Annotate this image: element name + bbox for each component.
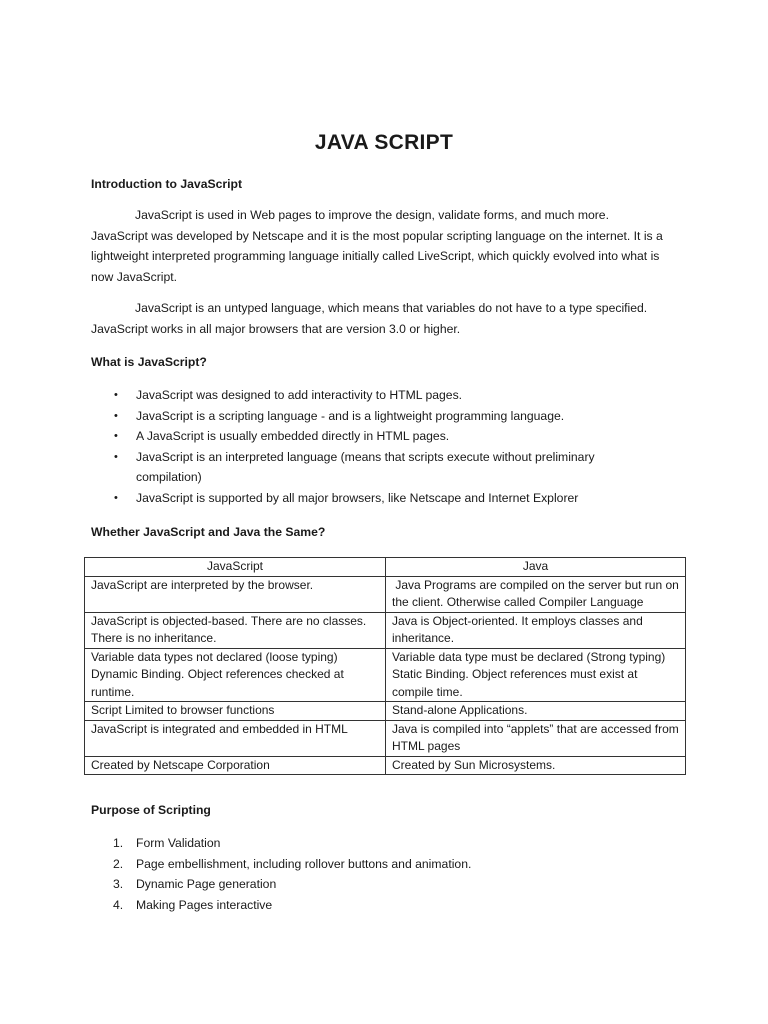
- intro-paragraph-2: [91, 298, 681, 339]
- table-cell: Variable data types not declared (loose typing) Dynamic Binding. Object references checked at runtime.: [85, 648, 386, 702]
- table-cell: Created by Sun Microsystems.: [386, 756, 686, 775]
- table-cell: Java is compiled into “applets” that are accessed from HTML pages: [386, 720, 686, 756]
- table-cell: Variable data type must be declared (Strong typing) Static Binding. Object references must exist at compile time.: [386, 648, 686, 702]
- what-bullet-list: [91, 385, 651, 508]
- table-row: [85, 702, 686, 721]
- what-heading: What is JavaScript?: [91, 355, 207, 369]
- intro-heading: Introduction to JavaScript: [91, 177, 243, 191]
- list-number: 2.: [113, 856, 124, 871]
- bullet-icon: •: [114, 430, 118, 442]
- table-cell: Stand-alone Applications.: [386, 702, 686, 721]
- bullet-icon: •: [114, 409, 118, 422]
- comparison-table: [84, 557, 686, 775]
- column-header: JavaScript: [85, 558, 386, 577]
- list-item: • A JavaScript is usually embedded directly in HTML pages.: [91, 426, 651, 447]
- table-cell: Created by Netscape Corporation: [85, 756, 386, 775]
- compare-heading: Whether JavaScript and Java the Same?: [91, 525, 326, 539]
- column-header: Java: [386, 558, 686, 577]
- list-item: • JavaScript is an interpreted language (means that scripts execute without preliminary compilation): [91, 447, 651, 488]
- table-header-row: [85, 558, 686, 577]
- table-cell: JavaScript is integrated and embedded in HTML: [85, 720, 386, 756]
- list-item: 3. Dynamic Page generation: [91, 874, 651, 895]
- list-item: • JavaScript is a scripting language - and is a lightweight programming language.: [91, 406, 651, 427]
- intro-paragraph-1-indent: JavaScript is used in Web pages to improve the design, validate forms, and much more.: [135, 208, 609, 222]
- table-cell: Java Programs are compiled on the server but run on the client. Otherwise called Compiler Language: [386, 576, 686, 612]
- page-title: JAVA SCRIPT: [314, 131, 454, 154]
- list-item: 2. Page embellishment, including rollover buttons and animation.: [91, 854, 651, 875]
- list-item: • JavaScript was designed to add interactivity to HTML pages.: [91, 385, 651, 406]
- list-number: 4.: [113, 897, 124, 912]
- bullet-icon: •: [114, 450, 118, 463]
- intro-paragraph-2-indent: JavaScript is an untyped language, which means that variables do not have to a type specified.: [135, 301, 648, 315]
- table-row: [85, 612, 686, 648]
- intro-paragraph-2-rest: JavaScript works in all major browsers that are version 3.0 or higher.: [91, 321, 461, 336]
- table-cell: JavaScript are interpreted by the browser.: [85, 576, 386, 612]
- table-row: [85, 756, 686, 775]
- list-item: 1. Form Validation: [91, 833, 651, 854]
- table-row: [85, 720, 686, 756]
- table-row: [85, 576, 686, 612]
- list-number: 3.: [113, 877, 124, 891]
- bullet-icon: •: [114, 491, 118, 504]
- intro-paragraph-1: [91, 205, 681, 287]
- table-cell: JavaScript is objected-based. There are no classes. There is no inheritance.: [85, 612, 386, 648]
- list-item: 4. Making Pages interactive: [91, 895, 651, 916]
- purpose-heading: Purpose of Scripting: [91, 803, 211, 817]
- table-row: [85, 648, 686, 702]
- bullet-icon: •: [114, 389, 118, 401]
- list-item: • JavaScript is supported by all major browsers, like Netscape and Internet Explorer: [91, 488, 651, 509]
- list-number: 1.: [113, 836, 124, 850]
- purpose-numbered-list: [91, 833, 651, 915]
- intro-paragraph-1-rest: JavaScript was developed by Netscape and it is the most popular scripting language on the internet. It is a lightweight interpreted programming language initially called LiveScript, which quickly evolved into what is now JavaScript.: [91, 228, 663, 284]
- table-cell: Script Limited to browser functions: [85, 702, 386, 721]
- table-cell: Java is Object-oriented. It employs classes and inheritance.: [386, 612, 686, 648]
